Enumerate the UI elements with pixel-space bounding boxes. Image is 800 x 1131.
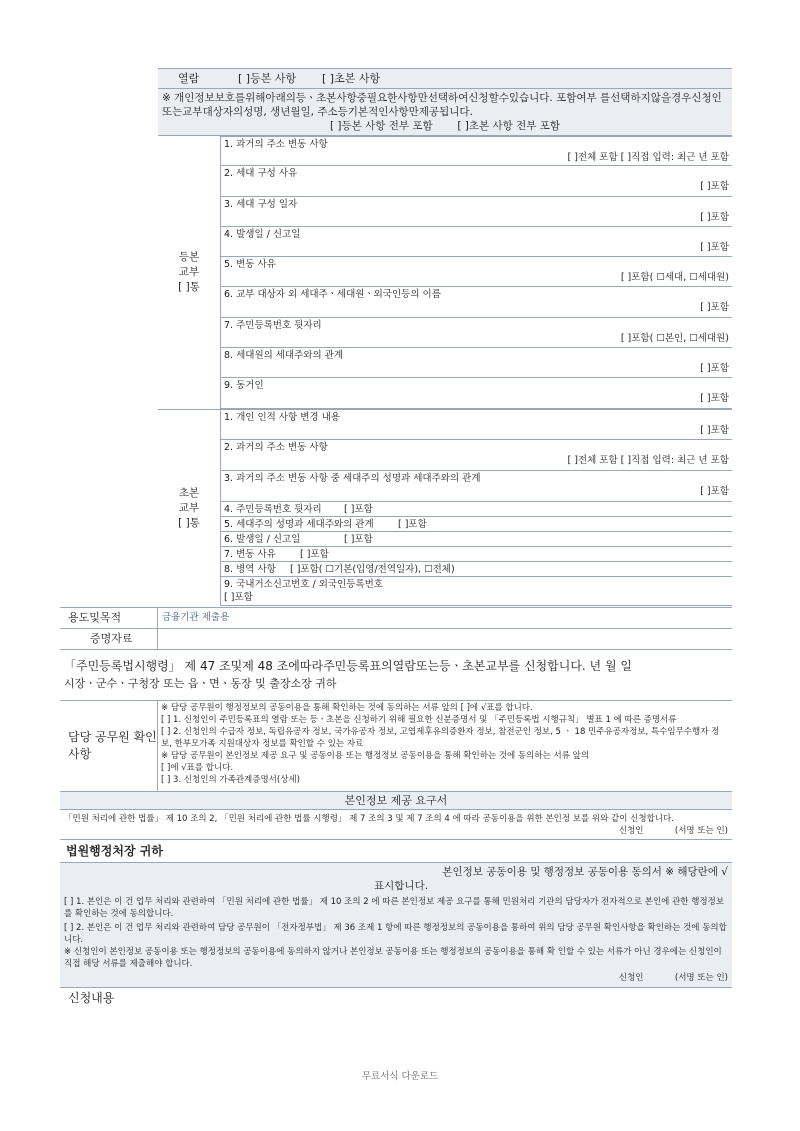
chobon-item-label: 1. 개인 인적 사항 변경 내용 bbox=[224, 412, 340, 423]
deungbon-section bbox=[158, 136, 732, 409]
deungbon-item-option[interactable]: [ ]포함 bbox=[700, 393, 729, 405]
info-request-signer: 신청인 bbox=[618, 826, 644, 836]
deungbon-item bbox=[220, 318, 732, 348]
official-check-label: 담당 공무원 확인 사항 bbox=[60, 701, 158, 791]
info-request-block bbox=[60, 810, 732, 840]
deungbon-item bbox=[220, 136, 732, 166]
consent-block bbox=[60, 862, 732, 988]
application-form bbox=[60, 68, 732, 1008]
view-notice: ※ 개인정보보호를위해아래의등ㆍ초본사항중필요한사항만선택하여신청할수있습니다. 포함여부 를선택하지않을경우신청인또는교부대상자의성명, 생년월일, 주소등기본적인사항만제공됩니다. bbox=[162, 92, 722, 118]
consent-title: 본인정보 공동이용 및 행정정보 공동이용 동의서 ※ 해당란에 √ bbox=[442, 866, 728, 878]
deungbon-item bbox=[220, 378, 732, 408]
deungbon-item-option[interactable]: [ ]포함 bbox=[700, 363, 729, 375]
all-chobon-option[interactable]: [ ]초본 사항 전부 포함 bbox=[457, 120, 561, 132]
deungbon-item bbox=[220, 348, 732, 378]
consent-clause-1[interactable]: [ ] 1. 본인은 이 건 업무 처리와 관련하여 「민원 처리에 관한 법률」 제 10 조의 2 에 따른 본인정보 제공 요구를 통해 민원처리 기관의 담당자가 전자적으로 본인에 관한 행정정보를 확인하는 것에 동의합니다. bbox=[64, 897, 725, 919]
statement-line-2: 시장ㆍ군수ㆍ구청장 또는 읍ㆍ면ㆍ동장 및 출장소장 귀하 bbox=[64, 677, 337, 690]
info-request-text: 「민원 처리에 관한 법률」 제 10 조의 2, 「민원 처리에 관한 법률 시행령」 제 7 조의 3 및 제 7 조의 4 에 따라 공동이용을 위한 본인정 보를 위와 같이 신청합니다. bbox=[64, 814, 674, 824]
official-check-line: ※ 담당 공무원이 행정정보의 공동이용을 통해 확인하는 것에 동의하는 서류 앞의 [ ]에 √표를 합니다. bbox=[161, 703, 533, 713]
deungbon-label-2: 교부 bbox=[178, 266, 200, 278]
deungbon-item-label: 7. 주민등록번호 뒷자리 bbox=[224, 319, 322, 331]
deungbon-item bbox=[220, 166, 732, 196]
deungbon-item-label: 6. 교부 대상자 외 세대주ㆍ세대원ㆍ외국인등의 이름 bbox=[224, 289, 441, 301]
deungbon-item-label: 1. 과거의 주소 변동 사항 bbox=[224, 139, 328, 150]
chobon-item-option[interactable]: [ ]전체 포함 [ ]직접 입력: 최근 년 포함 bbox=[567, 455, 729, 466]
consent-clause-2[interactable]: [ ] 2. 본인은 이 건 업무 처리와 관련하여 담당 공무원이 「전자정부법」 제 36 조제 1 항에 따른 행정정보의 공동이용을 통하여 위의 담당 공무원 확인사항을 확인하는 것에 동의합니다. bbox=[64, 923, 727, 945]
deungbon-item-label: 3. 세대 구성 일자 bbox=[224, 198, 298, 210]
chobon-item-option[interactable]: [ ]포함( ☐기본(입영/전역일자), ☐전체) bbox=[290, 564, 455, 575]
statement-line-1: 「주민등록법시행령」 제 47 조및제 48 조에따라주민등록표의열람또는등ㆍ초본교부를 신청합니다. 년 월 일 bbox=[64, 659, 632, 673]
chobon-item-label: 2. 과거의 주소 변동 사항 bbox=[224, 442, 328, 453]
chobon-item bbox=[220, 532, 732, 547]
deungbon-item-option[interactable]: [ ]포함 bbox=[700, 302, 729, 314]
chobon-item-option[interactable]: [ ]포함 bbox=[344, 504, 373, 515]
purpose-row bbox=[60, 607, 732, 629]
chobon-section bbox=[158, 409, 732, 607]
all-deungbon-option[interactable]: [ ]등본 사항 전부 포함 bbox=[329, 120, 433, 132]
purpose-label: 용도및목적 bbox=[60, 608, 158, 628]
chobon-label-1: 초본 bbox=[178, 487, 200, 499]
chobon-item-label: 5. 세대주의 성명과 세대주와의 관계 bbox=[224, 519, 374, 530]
chobon-item-label: 9. 국내거소신고번호 / 외국인등록번호 bbox=[224, 579, 383, 590]
chobon-item bbox=[220, 547, 732, 562]
chobon-item-label: 3. 과거의 주소 변동 사항 중 세대주의 성명과 세대주와의 관계 bbox=[224, 473, 481, 484]
deungbon-item-option[interactable]: [ ]포함 bbox=[700, 181, 729, 193]
deungbon-item-option[interactable]: [ ]포함( ☐본인, ☐세대원) bbox=[620, 332, 729, 344]
chobon-item bbox=[220, 577, 732, 606]
official-check-line[interactable]: [ ]에 √표를 합니다. bbox=[161, 763, 234, 773]
view-option-deungbon[interactable]: [ ]등본 사항 bbox=[238, 72, 297, 85]
chobon-item-option[interactable]: [ ]포함 bbox=[300, 549, 329, 560]
chobon-item-label: 4. 주민등록번호 뒷자리 bbox=[224, 504, 322, 515]
deungbon-item bbox=[220, 197, 732, 227]
official-check-line[interactable]: [ ] 1. 신청인이 주민등록표의 열람 또는 등ㆍ초본을 신청하기 위해 필요한 신분증명서 및 「주민등록법 시행규칙」 별표 1 에 따른 증명서류 bbox=[161, 715, 677, 725]
chobon-item-option[interactable]: [ ]포함 bbox=[700, 486, 729, 497]
deungbon-item-label: 5. 변동 사유 bbox=[224, 259, 276, 271]
evidence-label: 증명자료 bbox=[60, 629, 158, 649]
deungbon-item-option[interactable]: [ ]포함 bbox=[700, 211, 729, 223]
deungbon-item-option[interactable]: [ ]포함 bbox=[700, 241, 729, 253]
chobon-item bbox=[220, 440, 732, 471]
chobon-count[interactable]: [ ]통 bbox=[178, 517, 200, 529]
consent-note: ※ 신청인이 본인정보 공동이용 또는 행정정보의 공동이용에 동의하지 않거나 본인정보 공동이용 또는 행정정보의 공동이용을 통해 확 인할 수 있는 서류가 아닌 경우에는 신청인이 직접 해당 서류를 제출해야 합니다. bbox=[64, 947, 722, 969]
deungbon-item-label: 4. 발생일 / 신고일 bbox=[224, 228, 301, 240]
deungbon-item-label: 2. 세대 구성 사유 bbox=[224, 168, 298, 180]
view-option-chobon[interactable]: [ ]초본 사항 bbox=[322, 72, 381, 85]
deungbon-label bbox=[158, 136, 220, 409]
official-check-line[interactable]: [ ] 3. 신청인의 가족관계증명서(상세) bbox=[161, 775, 300, 785]
statement-block bbox=[60, 650, 732, 701]
chobon-label bbox=[158, 409, 220, 607]
official-check-line[interactable]: [ ] 2. 신청인의 수급자 정보, 독립유공자 정보, 국가유공자 정보, 고엽제후유의증환자 정보, 참전군인 정보, 5 ㆍ 18 민주유공자정보, 특수임무수행자 정보, 한부모가족 지원대상자 정보를 확인할 수 있는 자료 bbox=[161, 727, 720, 749]
deungbon-items bbox=[220, 136, 732, 409]
chobon-item bbox=[220, 471, 732, 502]
chobon-item-option[interactable]: [ ]포함 bbox=[398, 519, 427, 530]
chobon-item-label: 7. 변동 사유 bbox=[224, 549, 276, 560]
view-row bbox=[158, 68, 732, 89]
official-check-line: ※ 담당 공무원이 본인정보 제공 요구 및 공동이용 또는 행정정보 공동이용을 통해 확인하는 것에 동의하는 서류 앞의 bbox=[161, 751, 590, 761]
chobon-item bbox=[220, 562, 732, 577]
chobon-label-2: 교부 bbox=[178, 502, 200, 514]
view-notice-block bbox=[158, 89, 732, 136]
chobon-item bbox=[220, 409, 732, 440]
consent-sign[interactable]: (서명 또는 인) bbox=[674, 973, 728, 983]
deungbon-item bbox=[220, 287, 732, 317]
view-label: 열람 bbox=[178, 72, 200, 85]
official-check-lines bbox=[158, 701, 732, 791]
info-request-title: 본인정보 제공 요구서 bbox=[60, 792, 732, 810]
consent-signer: 신청인 bbox=[618, 973, 644, 983]
footer-link[interactable]: 무료서식 다운로드 bbox=[361, 1071, 439, 1082]
chobon-item bbox=[220, 502, 732, 517]
deungbon-item bbox=[220, 227, 732, 257]
chobon-item-option[interactable]: [ ]포함 bbox=[700, 425, 729, 436]
chobon-item-label: 6. 발생일 / 신고일 bbox=[224, 534, 301, 545]
deungbon-item bbox=[220, 257, 732, 287]
consent-title-2: 표시합니다. bbox=[374, 880, 429, 892]
deungbon-item-option[interactable]: [ ]포함( ☐세대, ☐세대원) bbox=[620, 272, 729, 284]
deungbon-count[interactable]: [ ]통 bbox=[178, 281, 200, 293]
chobon-item bbox=[220, 517, 732, 532]
info-request-sign[interactable]: (서명 또는 인) bbox=[674, 826, 728, 836]
deungbon-label-1: 등본 bbox=[178, 251, 200, 263]
section-title: 신청내용 bbox=[68, 991, 115, 1005]
evidence-row bbox=[60, 629, 732, 650]
deungbon-item-label: 8. 세대원의 세대주와의 관계 bbox=[224, 350, 344, 362]
deungbon-item-option[interactable]: [ ]전체 포함 [ ]직접 입력: 최근 년 포함 bbox=[567, 152, 729, 163]
purpose-value[interactable]: 금융기관 제출용 bbox=[162, 612, 230, 623]
official-check-row bbox=[60, 701, 732, 792]
court-addressee: 법원행정처장 귀하 bbox=[66, 844, 163, 858]
chobon-item-label: 8. 병역 사항 bbox=[224, 564, 276, 575]
chobon-items bbox=[220, 409, 732, 607]
chobon-item-option[interactable]: [ ]포함 bbox=[224, 592, 253, 603]
evidence-value[interactable] bbox=[158, 629, 732, 649]
deungbon-item-label: 9. 동거인 bbox=[224, 380, 264, 392]
chobon-item-option[interactable]: [ ]포함 bbox=[344, 534, 373, 545]
